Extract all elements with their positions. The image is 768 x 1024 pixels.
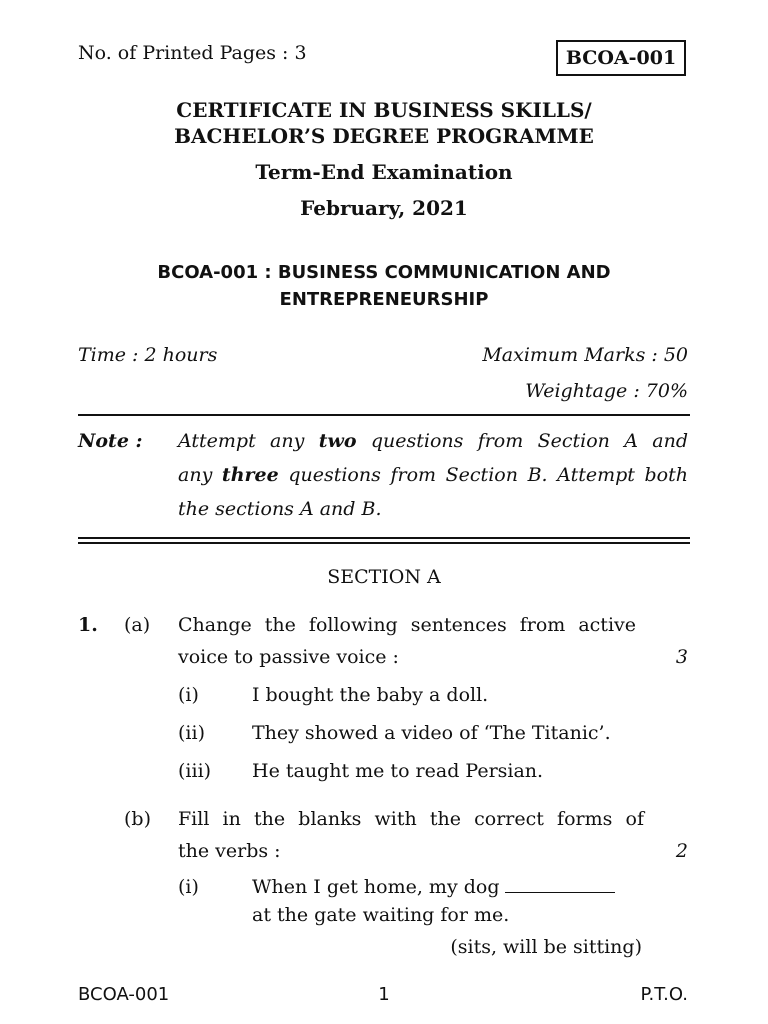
part-a-instruction-line-2: voice to passive voice :: [178, 646, 399, 668]
note-emphasis-three: three: [221, 464, 279, 486]
double-rule-bottom: [78, 542, 690, 544]
note-line-2: any three questions from Section B. Attempt both: [178, 464, 688, 486]
part-a-marks: 3: [675, 646, 688, 668]
footer-paper-code: BCOA-001: [78, 984, 170, 1005]
course-title-line-1: BCOA-001 : BUSINESS COMMUNICATION AND: [157, 262, 611, 283]
double-rule-top: [78, 537, 690, 539]
programme-title-line-1: CERTIFICATE IN BUSINESS SKILLS/: [176, 98, 592, 122]
divider-rule: [78, 414, 690, 416]
part-b-item-1-line-2: at the gate waiting for me.: [252, 904, 510, 926]
part-a-item-1-text: I bought the baby a doll.: [252, 684, 489, 706]
paper-code-box: BCOA-001: [556, 40, 686, 76]
printed-pages-count: No. of Printed Pages : 3: [78, 42, 307, 64]
part-b-item-1-options: (sits, will be sitting): [450, 936, 642, 958]
part-b-item-1-numeral: (i): [178, 876, 199, 898]
footer-page-number: 1: [378, 984, 390, 1005]
part-a-item-3-text: He taught me to read Persian.: [252, 760, 544, 782]
exam-date: February, 2021: [300, 196, 468, 220]
note-line-1: Attempt any two questions from Section A and: [178, 430, 688, 452]
course-title-line-2: ENTREPRENEURSHIP: [279, 289, 489, 310]
part-a-instruction-line-1: Change the following sentences from active: [178, 614, 636, 636]
part-b-instruction-line-2: the verbs :: [178, 840, 281, 862]
fill-in-blank[interactable]: [505, 876, 615, 893]
part-a-label: (a): [124, 614, 151, 636]
footer-pto: P.T.O.: [640, 984, 688, 1005]
part-b-label: (b): [124, 808, 151, 830]
note-emphasis-two: two: [318, 430, 357, 452]
note-label: Note :: [78, 430, 143, 452]
part-a-item-1-numeral: (i): [178, 684, 199, 706]
part-a-item-3-numeral: (iii): [178, 760, 212, 782]
part-b-item-1-line-1: When I get home, my dog: [252, 876, 615, 898]
section-heading: SECTION A: [327, 566, 441, 588]
part-a-item-2-numeral: (ii): [178, 722, 205, 744]
part-a-item-2-text: They showed a video of ‘The Titanic’.: [252, 722, 611, 744]
part-b-instruction-line-1: Fill in the blanks with the correct forms of: [178, 808, 644, 830]
part-b-marks: 2: [675, 840, 688, 862]
question-number: 1.: [78, 614, 98, 636]
exam-duration: Time : 2 hours: [78, 344, 218, 366]
exam-name: Term-End Examination: [255, 160, 513, 184]
note-line-3: the sections A and B.: [178, 498, 382, 520]
programme-title-line-2: BACHELOR’S DEGREE PROGRAMME: [174, 124, 594, 148]
weightage: Weightage : 70%: [525, 380, 688, 402]
maximum-marks: Maximum Marks : 50: [482, 344, 688, 366]
